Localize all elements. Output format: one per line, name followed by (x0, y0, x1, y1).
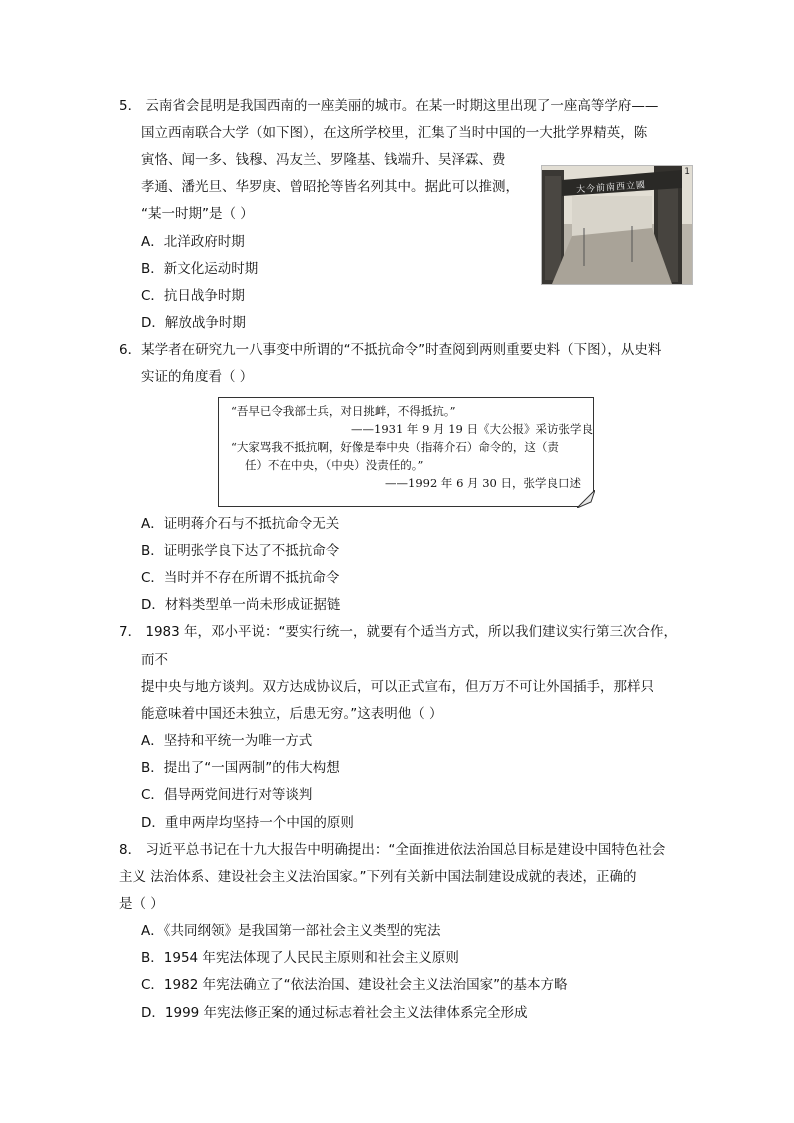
q7-option-c: C．倡导两党间进行对等谈判 (141, 787, 313, 803)
quote-line-2: ——1931 年 9 月 19 日《大公报》采访张学良 (351, 422, 593, 436)
q8-option-a: A．《共同纲领》是我国第一部社会主义类型的宪法 (141, 923, 441, 939)
q6-option-d: D．材料类型单一尚未形成证据链 (141, 597, 341, 613)
q7-line-2: 而不 (141, 652, 168, 668)
q5-line-1: 5． 云南省会昆明是我国西南的一座美丽的城市。在某一时期这里出现了一座高等学府—— (119, 98, 659, 114)
q7-option-b: B．提出了“一国两制”的伟大构想 (141, 760, 340, 776)
q5-line-4: 孝通、潘光旦、华罗庚、曾昭抡等皆名列其中。据此可以推测， (141, 179, 519, 195)
q6-option-c: C．当时并不存在所谓不抵抗命令 (141, 570, 340, 586)
q6-option-a: A．证明蒋介石与不抵抗命令无关 (141, 516, 340, 532)
q5-option-b: B．新文化运动时期 (141, 261, 259, 277)
university-gate-photo (541, 165, 693, 285)
quote-line-3: “大家骂我不抵抗啊，好像是奉中央（指蒋介石）命令的，这（责 (231, 440, 559, 454)
q8-line-3: 是（ ） (119, 896, 164, 912)
quote-line-5: ——1992 年 6 月 30 日，张学良口述 (385, 476, 581, 490)
quote-line-4: 任）不在中央，（中央）没责任的。” (245, 458, 424, 472)
page-curl-icon (577, 490, 595, 508)
q6-line-2: 实证的角度看（ ） (141, 369, 254, 385)
q7-line-1: 7． 1983 年，邓小平说：“要实行统一，就要有个适当方式，所以我们建议实行第三次合作， (119, 624, 678, 640)
gate-sign-text: 大今前南西立國 (575, 180, 647, 196)
q8-line-1: 8． 习近平总书记在十九大报告中明确提出：“全面推进依法治国总目标是建设中国特色社会 (119, 842, 666, 858)
q8-line-2: 主义 法治体系、建设社会主义法治国家。”下列有关新中国法制建设成就的表述，正确的 (119, 869, 637, 885)
q8-option-b: B．1954 年宪法体现了人民民主原则和社会主义原则 (141, 950, 459, 966)
q7-line-4: 能意味着中国还未独立，后患无穷。”这表明他（ ） (141, 706, 443, 722)
photo-corner-mark: 1 (684, 167, 690, 177)
q8-option-d: D．1999 年宪法修正案的通过标志着社会主义法律体系完全形成 (141, 1005, 528, 1021)
q5-line-3: 寅恪、闻一多、钱穆、冯友兰、罗隆基、钱端升、吴泽霖、费 (141, 152, 506, 168)
q8-option-c: C．1982 年宪法确立了“依法治国、建设社会主义法治国家”的基本方略 (141, 977, 568, 993)
q6-option-b: B．证明张学良下达了不抵抗命令 (141, 543, 340, 559)
q5-option-a: A．北洋政府时期 (141, 234, 245, 250)
q5-option-c: C．抗日战争时期 (141, 288, 245, 304)
q5-option-d: D．解放战争时期 (141, 315, 246, 331)
q5-line-2: 国立西南联合大学（如下图），在这所学校里，汇集了当时中国的一大批学界精英，陈 (141, 125, 648, 141)
q7-line-3: 提中央与地方谈判。双方达成协议后，可以正式宣布，但万万不可让外国插手，那样只 (141, 679, 654, 695)
q7-option-d: D．重申两岸均坚持一个中国的原则 (141, 815, 354, 831)
quote-line-1: “吾早已令我部士兵，对日挑衅，不得抵抗。” (231, 404, 456, 418)
q7-option-a: A．坚持和平统一为唯一方式 (141, 733, 313, 749)
q5-line-5: “某一时期”是（ ） (141, 206, 254, 222)
q6-line-1: 6．某学者在研究九一八事变中所谓的“不抵抗命令”时查阅到两则重要史料（下图），从史料 (119, 342, 662, 358)
source-quote-box (218, 397, 594, 507)
